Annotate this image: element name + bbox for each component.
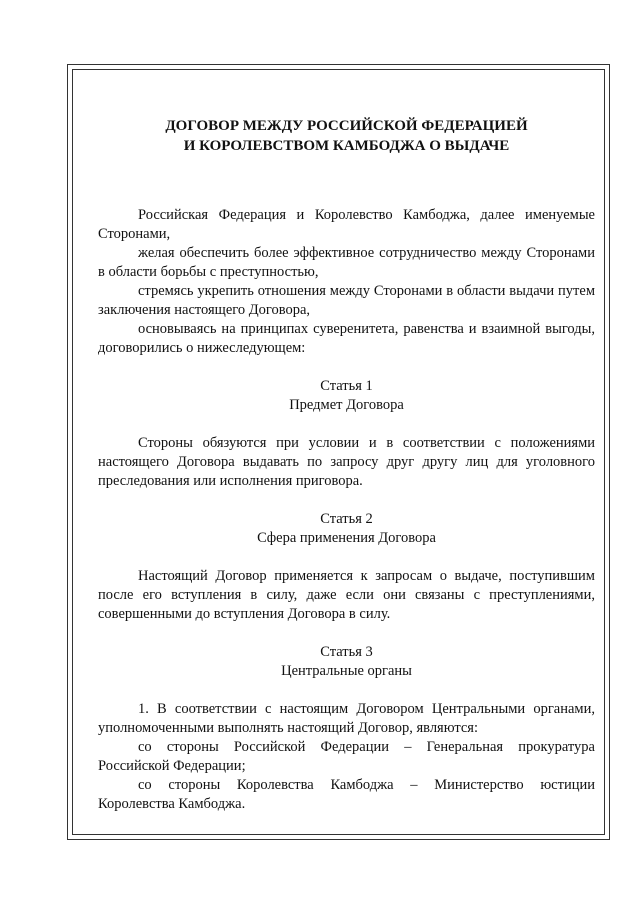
document-title (98, 116, 595, 156)
document-body (98, 116, 595, 814)
preamble-paragraph: стремясь укрепить отношения между Сторонами в области выдачи путем заключения настоящего Договора, (98, 283, 595, 318)
article-3 (98, 643, 595, 814)
article-heading: Сфера применения Договора (257, 530, 436, 546)
article-1 (98, 377, 595, 491)
article-2 (98, 510, 595, 624)
preamble (98, 206, 595, 358)
title-line-2: И КОРОЛЕВСТВОМ КАМБОДЖА О ВЫДАЧЕ (183, 138, 510, 154)
article-heading: Центральные органы (281, 663, 412, 679)
article-heading: Предмет Договора (289, 397, 404, 413)
article-paragraph: 1. В соответствии с настоящим Договором Центральными органами, уполномоченными выполнять настоящий Договор, являются: (98, 701, 595, 736)
title-line-1: ДОГОВОР МЕЖДУ РОССИЙСКОЙ ФЕДЕРАЦИЕЙ (165, 118, 528, 134)
article-paragraph: со стороны Российской Федерации – Генеральная прокуратура Российской Федерации; (98, 739, 595, 774)
preamble-paragraph: Российская Федерация и Королевство Камбоджа, далее именуемые Сторонами, (98, 207, 595, 242)
article-paragraph: Стороны обязуются при условии и в соответствии с положениями настоящего Договора выдавать по запросу друг другу лиц для уголовного преследования или исполнения приговора. (98, 435, 595, 489)
article-number: Статья 2 (320, 511, 373, 527)
article-body (98, 434, 595, 491)
article-number: Статья 3 (320, 644, 373, 660)
article-paragraph: со стороны Королевства Камбоджа – Министерство юстиции Королевства Камбоджа. (98, 777, 595, 812)
article-body (98, 567, 595, 624)
article-number: Статья 1 (320, 378, 373, 394)
article-body (98, 700, 595, 814)
preamble-paragraph: желая обеспечить более эффективное сотрудничество между Сторонами в области борьбы с преступностью, (98, 245, 595, 280)
preamble-paragraph: основываясь на принципах суверенитета, равенства и взаимной выгоды, договорились о нижеследующем: (98, 321, 595, 356)
article-paragraph: Настоящий Договор применяется к запросам о выдаче, поступившим после его вступления в силу, даже если они связаны с преступлениями, совершенными до вступления Договора в силу. (98, 568, 595, 622)
